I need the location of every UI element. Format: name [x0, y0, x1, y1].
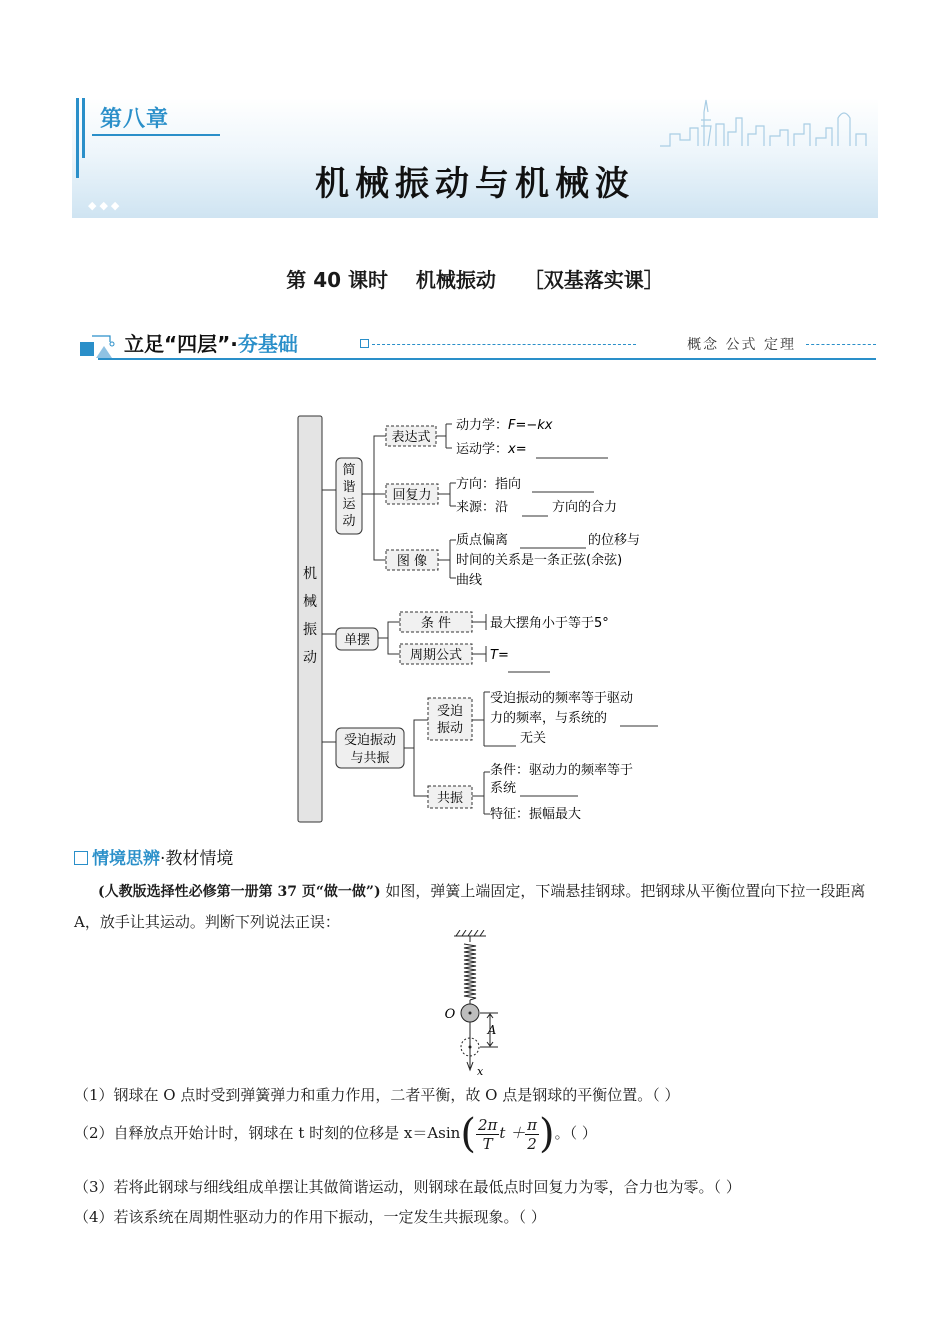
section-header	[76, 328, 876, 362]
forced-box-1: 受迫	[436, 704, 464, 719]
resonance-text-3: 特征：振幅最大	[490, 807, 582, 822]
banner-decor-line	[82, 98, 85, 158]
condition-text: 最大摆角小于等于5°	[490, 616, 609, 631]
chapter-rule	[92, 134, 220, 136]
chapter-banner	[72, 98, 878, 218]
question-2	[74, 1111, 597, 1157]
question-3: （3）若将此钢球与细线组成单摆让其做简谐运动，则钢球在最低点时回复力为零，合力也为零。（ ）	[74, 1178, 741, 1196]
fraction-pi-2: $\frac{\pi}{2}$	[527, 1115, 537, 1153]
restoring-force-label: 回复力	[392, 488, 432, 503]
graph-line-3: 曲线	[456, 573, 483, 588]
shm-label-char: 简	[342, 463, 356, 478]
resonance-label: 共振	[436, 791, 464, 806]
section-tags: 概念 公式 定理	[687, 337, 796, 353]
pendulum-label: 单摆	[343, 633, 371, 648]
period-text: T=	[490, 648, 509, 663]
chapter-title: 机械振动与机械波	[315, 164, 635, 204]
situation-source: (人教版选择性必修第一册第 37 页“做一做”)	[98, 884, 381, 900]
section-logo-icon	[76, 328, 120, 362]
chapter-label: 第八章	[100, 107, 170, 132]
diamond-decor-icon: ◆◆◆	[88, 199, 123, 212]
restoring-direction: 方向：指向	[456, 477, 522, 492]
situation-header	[74, 844, 233, 869]
shm-label-char: 动	[342, 514, 356, 529]
fraction-2pi-T: $\frac{2\pi}{T}$	[477, 1115, 498, 1153]
figure-label-x: x	[477, 1065, 484, 1076]
forced-text-2: 力的频率，与系统的	[490, 711, 608, 726]
paren-right-icon: )	[539, 1111, 555, 1157]
restoring-source-b: 方向的合力	[552, 500, 618, 515]
forced-box-2: 振动	[436, 721, 464, 736]
mindmap-root-char: 振	[303, 622, 317, 638]
expression-box-label: 表达式	[391, 430, 431, 445]
shm-label-char: 运	[342, 497, 356, 512]
question-4: （4）若该系统在周期性驱动力的作用下振动，一定发生共振现象。（ ）	[74, 1208, 546, 1226]
graph-line-1a: 质点偏离	[456, 533, 509, 548]
question-2-mid: t ＋	[499, 1124, 526, 1142]
checkbox-square-icon	[74, 851, 88, 865]
section-title	[124, 328, 298, 357]
section-underline	[98, 358, 876, 360]
graph-line-1b: 的位移与	[588, 533, 641, 548]
forced-text-1: 受迫振动的频率等于驱动	[490, 691, 634, 706]
section-divider	[372, 344, 636, 345]
expression-dynamics: 动力学：F=−kx	[456, 418, 553, 433]
section-title-main: 立足“四层”·	[124, 332, 238, 356]
paren-left-icon: (	[460, 1111, 476, 1157]
figure-label-A: A	[487, 1023, 497, 1037]
graph-box-label: 图 像	[396, 554, 428, 569]
section-title-highlight: 夯基础	[237, 332, 298, 356]
period-label: 周期公式	[409, 648, 463, 663]
expression-kinematics: 运动学：x=	[456, 442, 527, 457]
mindmap-root-char: 机	[303, 566, 317, 582]
restoring-source-a: 来源：沿	[456, 500, 509, 515]
city-skyline-icon	[660, 98, 870, 148]
situation-subtitle: ·教材情境	[160, 849, 234, 869]
mindmap-root-box	[298, 416, 322, 822]
question-2-end: 。（ ）	[554, 1124, 597, 1142]
mindmap-root-char: 械	[303, 594, 317, 610]
square-bullet-icon	[360, 339, 369, 348]
situation-title: 情境思辨	[92, 849, 160, 869]
figure-label-O: O	[444, 1007, 456, 1022]
graph-line-2: 时间的关系是一条正弦(余弦)	[456, 553, 623, 568]
question-2-text: （2）自释放点开始计时，钢球在 t 时刻的位移是 x＝Asin	[74, 1124, 461, 1142]
spring-ball-figure	[440, 930, 500, 1076]
lesson-title: 第 40 课时 机械振动 ［双基落实课］	[286, 268, 664, 292]
condition-label: 条 件	[420, 616, 452, 631]
situation-paragraph	[74, 876, 874, 937]
forced-label-2: 与共振	[350, 751, 390, 766]
forced-text-3: 无关	[520, 731, 547, 746]
forced-label-1: 受迫振动	[343, 733, 397, 748]
resonance-text-2: 系统	[490, 781, 517, 796]
resonance-text-1: 条件：驱动力的频率等于	[490, 763, 634, 778]
question-1: （1）钢球在 O 点时受到弹簧弹力和重力作用，二者平衡，故 O 点是钢球的平衡位置。（ ）	[74, 1086, 680, 1104]
section-divider	[806, 344, 876, 345]
situation-text: 如图，弹簧上端固定，下端悬挂钢球。把钢球从平衡位置向下拉一段距离 A，放手让其运动。判断下列说法正误：	[74, 882, 866, 931]
mindmap-root-char: 动	[303, 650, 317, 666]
shm-label-char: 谐	[342, 480, 356, 495]
mind-map	[290, 410, 690, 830]
